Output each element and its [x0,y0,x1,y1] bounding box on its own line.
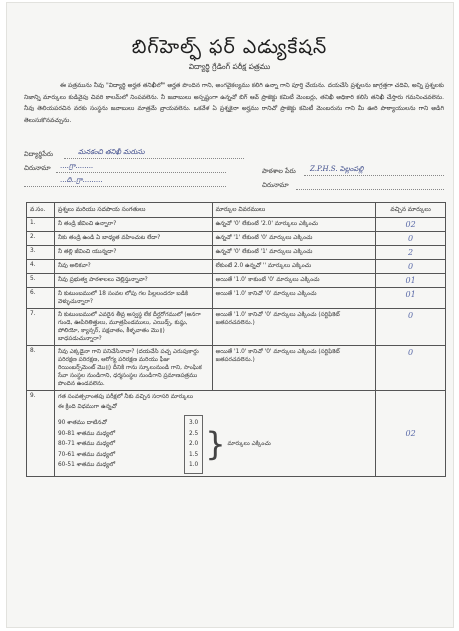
row-score-cell [376,218,446,232]
row-marks-rule: అయితే '1.0' కానిచో '0' మార్కులు ఎక్కించు (సర్టిఫికెట్ జతపరచవలెను.) [212,309,376,346]
right-brace-icon: } [205,425,226,464]
row-question: నీ కుటుంబములో 18 సంవల లోపు గల పిల్లలందరూ బడికి వెళ్ళుచున్నారా? [54,288,212,309]
row-score-cell [376,309,446,346]
row-marks-rule: అయితే '1.0' కానిచో '0' మార్కులు ఎక్కించు [212,288,376,309]
school-address-label: చిరునామా [262,181,289,189]
table-row [27,309,446,346]
grade-range: 60-51 శాతము మధ్యలో [57,462,116,468]
row-question-grades [54,391,375,477]
row-score: 2 [408,248,414,257]
address-line-1-rule [56,172,226,173]
table-row [27,260,446,274]
header-serial: వ.సం. [27,203,55,218]
school-address-line [296,189,444,190]
grade-marks-note: మార్కులు ఎక్కించు [227,441,271,448]
row-marks-rule: లేకుంటే 2.0 ఉన్నచో '' మార్కులు ఎక్కించు [212,260,376,274]
table-row [27,274,446,288]
row-number: 5. [27,274,55,288]
row-number: 4. [27,260,55,274]
address-line-2-rule [24,186,226,187]
row-score-cell [376,346,446,391]
school-name-label: పాఠశాల పేరు [262,167,296,175]
row-number: 9. [27,391,55,477]
grade-points: 1.0 [188,462,199,468]
row-score-cell [376,260,446,274]
header-marks: మార్కుల వివరములు [212,203,376,218]
grade-points: 3.0 [188,420,199,426]
row-question: నీ తల్లి జీవించి యున్నదా? [54,246,212,260]
row-marks-rule: ఉన్నచో '0' లేకుంటే '1' మార్కులు ఎక్కించు [212,246,376,260]
row-marks-rule: ఉన్నచో '1' లేకుంటే '0' మార్కులు ఎక్కించు [212,232,376,246]
row-number: 8. [27,346,55,391]
address-label: చిరునామా [24,164,51,172]
table-row [27,346,446,391]
document-title: బిగ్‌హెల్ఫ్ ఫర్ ఎడ్యుకేషన్ [131,36,328,58]
row-marks-rule: ఉన్నచో '0' లేకుంటే '2.0' మార్కులు ఎక్కించు [212,218,376,232]
grade-range: 70-61 శాతము మధ్యలో [57,451,116,458]
row-score-cell [376,232,446,246]
row-number: 6. [27,288,55,309]
row-score: 01 [405,276,416,285]
row-score-cell [376,391,446,477]
school-name-line [304,175,444,176]
row-question: నీకు తండ్రి ఉండి ఏ బాధ్యత వహించుట లేదా? [54,232,212,246]
document-subtitle: విద్యార్థి గ్రేడింగ్ పరీక్ష పత్రము [188,62,271,71]
table-row [27,391,446,477]
row-score: 0 [408,262,414,271]
row-question: నీవు ఎక్కడైనా గాని పనిచేసినావా? (దయచేసి పచ్చ ఎరుపుకార్డు పరిరక్షణ పరిరక్షణ, ఆరోగ్య పరిరక్షణ మరియు ఫీజు రియింబర్స్‌మెంట్ మొ॥) దీనికి గాను స్కూలునుండి గాని, సాంఘిక సేవా సంస్థల నుండిగాని, ధర్మసంస్థల నుండిగాని ప్రమాణపత్రము పొందిన ఉండవలెను. [54,346,212,391]
grading-table [26,202,446,477]
table-row [27,288,446,309]
table-header-row [27,203,446,218]
grade-points: 2.0 [188,441,199,447]
row-number: 7. [27,309,55,346]
row-score: 02 [405,220,416,229]
row-score-cell [376,274,446,288]
table-row [27,246,446,260]
row-question: గత సంవత్సరాంతపు పరీక్షలో నీకు వచ్చిన సరాసరి మార్కులు [57,394,193,400]
school-name-value: Z.P.H.S. పెల్లంపల్లి [310,165,364,173]
grade-range: 90 శాతము దాటినచో [57,420,107,426]
row-question: నీవు అలికవా? [54,260,212,274]
table-row [27,232,446,246]
address-line-1: ....గ్రా........ [60,162,94,170]
row-number: 2. [27,232,55,246]
student-name-label: విద్యార్థిపేరు [24,150,53,158]
row-score: 0 [408,348,414,357]
grade-range: 80-71 శాతము మధ్యలో [57,441,116,447]
row-question: నీ కుటుంబములో ఎవరైన తీవ్ర అస్వస్థ లేక దీర్ఘరోగములో (అనగా గుండె, ఊపిరితిత్తులు, మూత్రపిండములు, ఎయిడ్స్, కుష్ఠు, పోలియో, క్యాన్సర్, పక్షవాతం, కీళ్ళవాతం మొ॥) బాధపడుచున్నారా? [54,309,212,346]
grade-scale [58,415,372,474]
row-marks-rule: అయితే '1.0' కానిచో '0' మార్కులు ఎక్కించు (సర్టిఫికెట్ జతపరచవలెను.) [212,346,376,391]
row-number: 3. [27,246,55,260]
row-marks-rule: అయితే '1.0' కాకుంటే '0' మార్కులు ఎక్కించు [212,274,376,288]
student-name-line [64,158,244,159]
table-row [27,218,446,232]
student-name-value: మనకంచి తనిఖీ మరుసు [78,148,145,156]
row-score-cell [376,246,446,260]
grade-range: 90-81 శాతము మధ్యలో [57,430,116,437]
instructions-paragraph: ఈ పత్రమును నీవు "విద్యార్థి అర్హత తనిఖీలో" అర్హత పొందిన గాని, అంగవైకల్యము కలిగి ఉన్నా గాని పూర్తి చేయను. దయచేసి ప్రశ్నలను జాగ్రత్తగా చదివి, అన్ని ప్రశ్నలకు నిజాన్ని మార్కులు కుడివైపు చివరి కాలమ్‌లో నింపవలెను. నీ జవాబులు అస్పష్టంగా ఉన్నచో బిగ్ ఆవ్ ప్రాజెక్టు కమిటీ మెంబర్లు, తనిఖీ అధికారి కలిసి తనిఖీ చేస్తారు గమనించవలెను. నీవు తెలియపరచిన వరకు సంస్థను జవాబులు మాత్రమే వ్రాయవలెను. ఒకవేళ ఏ ప్రశ్నకైనా అర్హము రానిచో ప్రాజెక్టు కమిటీ మెంబరును గాని మీ ఊరి పాఠ్యాయులను గాని అడిగి తెలుసుకొనవచ్చును. [24,82,444,124]
grade-points: 2.5 [188,430,199,437]
grades-intro: ఈ క్రింది విధముగా ఉన్నచో [57,404,117,410]
row-question: నీ తండ్రి జీవించి ఉన్నారా? [54,218,212,232]
header-question: ప్రశ్నలు మరియు సదపాయ సంగతులు [54,203,212,218]
grade-points: 1.5 [188,451,199,458]
header-score: వచ్చిన మార్కులు [376,203,446,218]
row-score-cell [376,288,446,309]
row-score: 0 [408,311,414,320]
row-question: నీవు ప్రభుత్వ పాఠశాలలు చెల్లిస్తున్నావా? [54,274,212,288]
row-number: 1. [27,218,55,232]
row-score: 01 [405,290,416,299]
address-line-2: ...ది..గ్రా......... [60,176,103,184]
grade-ranges [58,418,182,471]
row-score: 0 [408,234,414,243]
grade-points-box [184,415,203,474]
row-score: 02 [405,428,416,438]
